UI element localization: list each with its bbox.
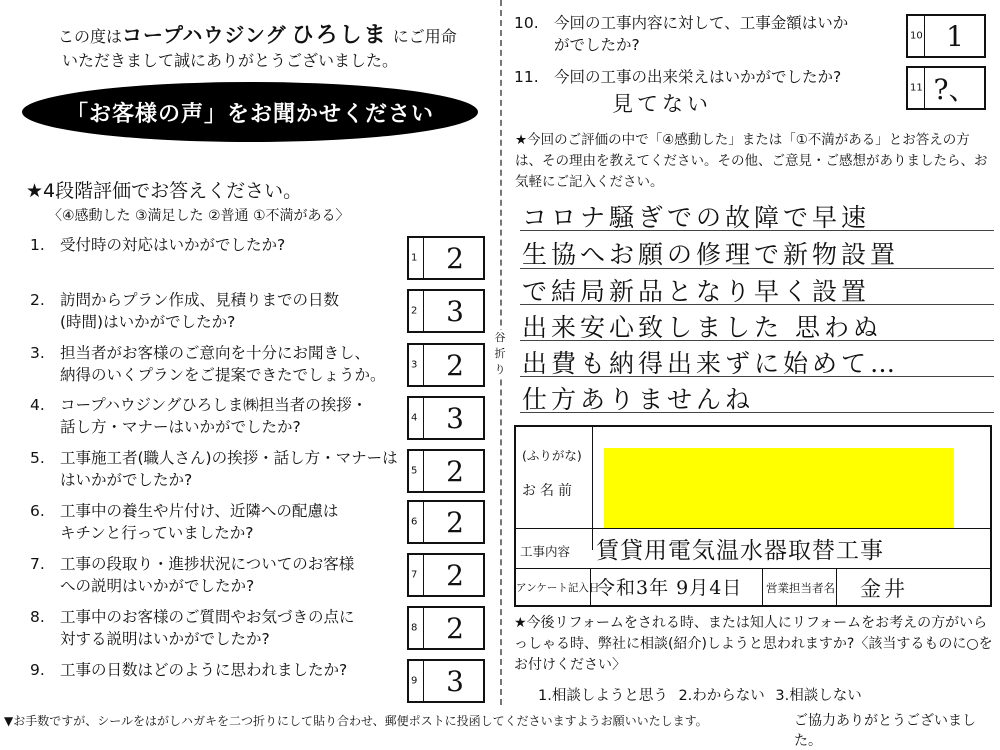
question-4: 4. コープハウジングひろしま㈱担当者の挨拶・ 話し方・マナーはいかがでしたか? <box>30 396 368 436</box>
question-10: 10. 今回の工事内容に対して、工事金額はいか がでしたか? <box>514 14 849 54</box>
answer-value-3: 2 <box>446 348 464 382</box>
answer-box-7[interactable]: 7 2 <box>407 553 485 597</box>
answer-box-6[interactable]: 6 2 <box>407 500 485 544</box>
footer-thanks: ご協力ありがとうございました。 <box>794 713 976 749</box>
work-value: 賃貸用電気温水器取替工事 <box>596 538 884 564</box>
question-5: 5. 工事施工者(職人さん)の挨拶・話し方・マナーは はいかがでしたか? <box>30 449 398 489</box>
question-7: 7. 工事の段取り・進捗状況についてのお客様 への説明はいかがでしたか? <box>30 555 355 595</box>
question-2: 2. 訪問からプラン作成、見積りまでの日数 (時間)はいかがでしたか? <box>30 291 340 331</box>
answer-box-1[interactable]: 1 2 <box>407 236 485 280</box>
q11-handwritten-note: 見てない <box>612 92 712 116</box>
customer-voice-banner: 「お客様の声」をお聞かせください <box>22 82 478 142</box>
work-label: 工事内容 <box>520 544 571 559</box>
answer-value-10: 1 <box>946 19 964 53</box>
answer-value-11: ?、 <box>933 73 977 106</box>
referral-options: 1.相談しようと思う 2.わからない 3.相談しない <box>538 688 862 704</box>
answer-value-6: 2 <box>446 505 464 539</box>
question-11: 11. 今回の工事の出来栄えはいかがでしたか? <box>514 68 842 86</box>
brand-name-2: ひろしま <box>291 23 388 48</box>
answer-value-7: 2 <box>446 558 464 592</box>
comment-line-4: 出来安心致しました 思わぬ <box>522 313 882 342</box>
answer-value-5: 2 <box>446 454 464 488</box>
comment-line-5: 出費も納得出来ずに始めて… <box>522 349 900 378</box>
intro-line-1 <box>58 18 457 49</box>
answer-value-4: 3 <box>446 401 464 435</box>
answer-box-10[interactable]: 10 1 <box>906 14 986 58</box>
answer-value-9: 3 <box>446 664 464 698</box>
question-8: 8. 工事中のお客様のご質問やお気づきの点に 対する説明はいかがでしたか? <box>30 608 355 648</box>
rating-title: ★4段階評価でお答えください。 <box>26 180 303 202</box>
staff-label: 営業担当者名 <box>766 581 835 595</box>
comment-line-3: で結局新品となり早く設置 <box>522 277 871 306</box>
comment-line-2: 生協へお願の修理で新物設置 <box>522 240 900 269</box>
intro-line-2: いただきまして誠にありがとうございました。 <box>62 51 399 70</box>
name-redaction <box>604 448 954 528</box>
date-label: アンケート記入日 <box>516 582 600 594</box>
intro-suffix: にご用命 <box>392 27 457 46</box>
answer-box-4[interactable]: 4 3 <box>407 396 485 440</box>
furigana-label: (ふりがな) <box>522 448 582 463</box>
answer-box-9[interactable]: 9 3 <box>407 659 485 703</box>
referral-prompt: ★今後リフォームをされる時、または知人にリフォームをお考えの方がいらっしゃる時、弊社に相談(紹介)しようと思われますか?〈該当するものに○をお付けください〉 <box>514 615 993 673</box>
question-3: 3. 担当者がお客様のご意向を十分にお聞きし、 納得のいくプランをご提案できたでしょうか。 <box>30 344 386 384</box>
intro-prefix: この度は <box>58 27 123 46</box>
comment-line-1: コロナ騒ぎでの故障で早速 <box>522 203 871 232</box>
question-1: 1. 受付時の対応はいかがでしたか? <box>30 236 286 254</box>
rating-legend: 〈④感動した ③満足した ②普通 ①不満がある〉 <box>48 208 350 224</box>
answer-box-3[interactable]: 3 2 <box>407 343 485 387</box>
answer-box-5[interactable]: 5 2 <box>407 449 485 493</box>
footer-instructions: ▼お手数ですが、シールをはがしハガキを二つ折りにして貼り合わせ、郵便ポストに投函してくださいますようお願いいたします。 <box>4 714 708 728</box>
brand-name: コープハウジング <box>122 23 287 47</box>
question-6: 6. 工事中の養生や片付け、近隣への配慮は キチンと行っていましたか? <box>30 502 339 542</box>
question-9: 9. 工事の日数はどのように思われましたか? <box>30 661 348 679</box>
answer-box-11[interactable]: 11 ?、 <box>906 66 986 110</box>
fold-label: 谷折り <box>492 330 508 378</box>
answer-box-2[interactable]: 2 3 <box>407 289 485 333</box>
comment-line-6: 仕方ありませんね <box>522 385 755 414</box>
staff-value: 金井 <box>860 577 908 601</box>
answer-value-8: 2 <box>446 611 464 645</box>
answer-value-1: 2 <box>446 241 464 275</box>
date-value: 令和3年 9月4日 <box>596 577 743 599</box>
answer-value-2: 3 <box>446 294 464 328</box>
comment-prompt: ★今回のご評価の中で「④感動した」または「①不満がある」とお答えの方は、その理由を教えてください。その他、ご意見・ご感想がありましたら、お気軽にご記入ください。 <box>515 132 988 190</box>
name-label: お名前 <box>522 483 576 499</box>
answer-box-8[interactable]: 8 2 <box>407 606 485 650</box>
